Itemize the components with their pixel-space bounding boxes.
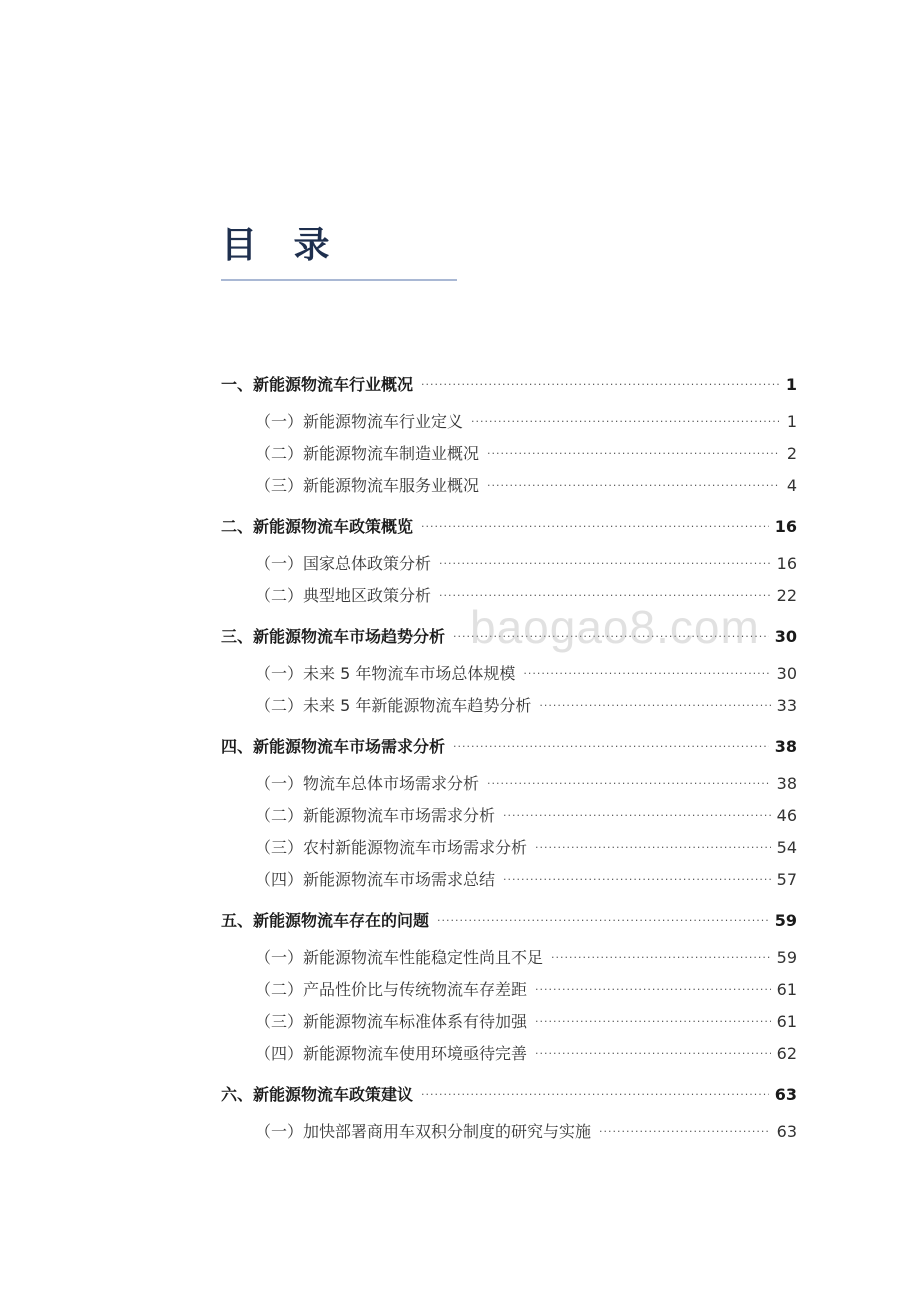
toc-leader-dots: [437, 908, 769, 934]
toc-entry-subsection[interactable]: [221, 835, 797, 861]
toc-entry-subsection[interactable]: [221, 977, 797, 1003]
toc-entry-page: 61: [776, 1012, 797, 1031]
toc-entry-label: （三）新能源物流车服务业概况: [255, 476, 480, 495]
toc-entry-label: （一）物流车总体市场需求分析: [255, 774, 480, 793]
toc-entry-section-1[interactable]: [221, 372, 797, 398]
toc-entry-subsection[interactable]: [221, 1009, 797, 1035]
toc-entry-subsection[interactable]: [221, 551, 797, 577]
title-underline: [221, 279, 457, 281]
toc-entry-subsection[interactable]: [221, 409, 797, 435]
toc-leader-dots: [523, 661, 770, 687]
toc-leader-dots: [487, 441, 779, 467]
toc-entry-label: （一）新能源物流车性能稳定性尚且不足: [255, 948, 544, 967]
toc-leader-dots: [599, 1119, 771, 1145]
toc-leader-dots: [487, 771, 771, 797]
toc-entry-subsection[interactable]: [221, 693, 797, 719]
toc-entry-page: 16: [774, 517, 797, 536]
toc-leader-dots: [421, 372, 779, 398]
toc-entry-page: 16: [776, 554, 797, 573]
watermark-text: baogao8.com: [470, 601, 760, 653]
toc-leader-dots: [535, 835, 771, 861]
toc-entry-label: 四、新能源物流车市场需求分析: [221, 737, 446, 756]
toc-leader-dots: [503, 867, 771, 893]
toc-entry-subsection[interactable]: [221, 867, 797, 893]
toc-entry-label: 五、新能源物流车存在的问题: [221, 911, 430, 930]
toc-entry-subsection[interactable]: [221, 945, 797, 971]
toc-leader-dots: [421, 514, 769, 540]
toc-entry-section-5[interactable]: [221, 908, 797, 934]
toc-leader-dots: [535, 1009, 771, 1035]
toc-entry-page: 2: [786, 444, 797, 463]
toc-entry-section-2[interactable]: [221, 514, 797, 540]
toc-entry-label: （四）新能源物流车市场需求总结: [255, 870, 496, 889]
toc-entry-label: 六、新能源物流车政策建议: [221, 1085, 414, 1104]
toc-entry-page: 46: [776, 806, 797, 825]
toc-entry-page: 54: [776, 838, 797, 857]
toc-leader-dots: [539, 693, 770, 719]
toc-leader-dots: [503, 803, 771, 829]
toc-entry-page: 38: [774, 737, 797, 756]
toc-entry-subsection[interactable]: [221, 803, 797, 829]
toc-entry-page: 62: [776, 1044, 797, 1063]
toc-entry-label: 二、新能源物流车政策概览: [221, 517, 414, 536]
toc-entry-label: 一、新能源物流车行业概况: [221, 375, 414, 394]
toc-entry-label: （一）加快部署商用车双积分制度的研究与实施: [255, 1122, 592, 1141]
toc-leader-dots: [421, 1082, 769, 1108]
toc-entry-label: （二）新能源物流车市场需求分析: [255, 806, 496, 825]
toc-entry-page: 30: [774, 627, 797, 646]
toc-entry-subsection[interactable]: [221, 441, 797, 467]
toc-entry-label: （二）产品性价比与传统物流车存差距: [255, 980, 528, 999]
toc-leader-dots: [453, 734, 769, 760]
toc-entry-label: （一）国家总体政策分析: [255, 554, 432, 573]
toc-leader-dots: [487, 473, 779, 499]
toc-entry-page: 22: [776, 586, 797, 605]
toc-entry-page: 33: [776, 696, 797, 715]
toc-leader-dots: [471, 409, 779, 435]
toc-entry-label: （二）新能源物流车制造业概况: [255, 444, 480, 463]
toc-leader-dots: [535, 977, 771, 1003]
toc-entry-label: （二）未来 5 年新能源物流车趋势分析: [255, 696, 532, 715]
toc-entry-subsection[interactable]: [221, 473, 797, 499]
toc-entry-section-3[interactable]: [221, 624, 797, 650]
toc-entry-label: （二）典型地区政策分析: [255, 586, 432, 605]
toc-entry-label: （三）农村新能源物流车市场需求分析: [255, 838, 528, 857]
toc-leader-dots: [535, 1041, 771, 1067]
toc-entry-label: （一）未来 5 年物流车市场总体规模: [255, 664, 516, 683]
toc-entry-page: 1: [786, 412, 797, 431]
toc-entry-label: （三）新能源物流车标准体系有待加强: [255, 1012, 528, 1031]
toc-leader-dots: [439, 551, 771, 577]
toc-leader-dots: [453, 624, 769, 650]
toc-entry-page: 63: [774, 1085, 797, 1104]
toc-entry-page: 4: [786, 476, 797, 495]
toc-entry-label: （四）新能源物流车使用环境亟待完善: [255, 1044, 528, 1063]
toc-leader-dots: [439, 583, 771, 609]
toc-entry-label: （一）新能源物流车行业定义: [255, 412, 464, 431]
toc-entry-page: 59: [776, 948, 797, 967]
toc-entry-section-4[interactable]: [221, 734, 797, 760]
toc-entry-label: 三、新能源物流车市场趋势分析: [221, 627, 446, 646]
toc-entry-page: 1: [785, 375, 797, 394]
toc-entry-page: 57: [776, 870, 797, 889]
toc-entry-subsection[interactable]: [221, 661, 797, 687]
toc-leader-dots: [551, 945, 771, 971]
toc-entry-subsection[interactable]: [221, 771, 797, 797]
toc-entry-page: 61: [776, 980, 797, 999]
toc-entry-page: 59: [774, 911, 797, 930]
toc-entry-page: 30: [776, 664, 797, 683]
page-title: 目 录: [221, 225, 342, 266]
toc-entry-section-6[interactable]: [221, 1082, 797, 1108]
toc-entry-page: 63: [776, 1122, 797, 1141]
toc-entry-subsection[interactable]: [221, 1119, 797, 1145]
toc-entry-page: 38: [776, 774, 797, 793]
toc-entry-subsection[interactable]: [221, 583, 797, 609]
toc-entry-subsection[interactable]: [221, 1041, 797, 1067]
